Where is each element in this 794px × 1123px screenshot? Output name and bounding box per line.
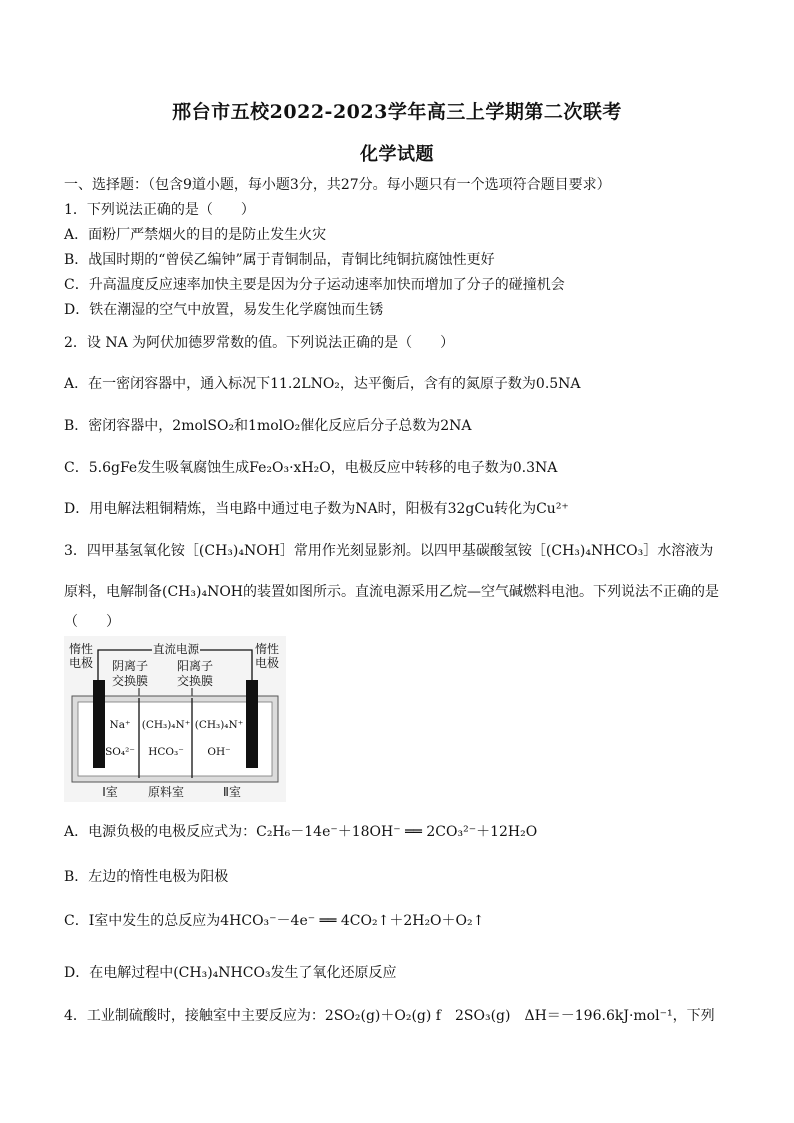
q4-stem: 4．工业制硫酸时，接触室中主要反应为：2SO₂(g)＋O₂(g) f 2SO₃(g) ΔH＝－196.6kJ·mol⁻¹，下列 [64,1008,715,1024]
power-label: 直流电源 [153,642,199,656]
left-electrode [93,680,105,768]
q1-stem: 1．下列说法正确的是（ ） [64,202,255,218]
q3-option-c: C．Ⅰ室中发生的总反应为4HCO₃⁻－4e⁻ ══ 4CO₂↑＋2H₂O＋O₂↑ [64,913,485,929]
q2-option-d: D．用电解法粗铜精炼，当电路中通过电子数为NA时，阳极有32gCu转化为Cu²⁺ [64,501,569,517]
cation-membrane-label-1: 阳离子 [177,659,214,673]
chamber1-ion-1: Na⁺ [109,719,131,731]
electrolysis-diagram [64,636,286,802]
left-electrode-label-2: 电极 [69,656,94,670]
feed-ion-1: (CH₃)₄N⁺ [141,719,191,731]
section-header: 一、选择题：（包含9道小题，每小题3分，共27分。每小题只有一个选项符合题目要求） [64,177,611,193]
chamber2-ion-1: (CH₃)₄N⁺ [194,719,244,731]
q3-stem-line2: 原料，电解制备(CH₃)₄NOH的装置如图所示。直流电源采用乙烷—空气碱燃料电池。下列说法不正确的是 [64,584,720,600]
q3-option-b: B．左边的惰性电极为阳极 [64,869,229,885]
q2-stem: 2．设 NA 为阿伏加德罗常数的值。下列说法正确的是（ ） [64,335,455,351]
feed-ion-2: HCO₃⁻ [148,746,184,758]
q3-stem-line1: 3．四甲基氢氧化铵［(CH₃)₄NOH］常用作光刻显影剂。以四甲基碳酸氢铵［(CH₃)₄NHCO₃］水溶液为 [64,543,714,559]
q1-option-b: B．战国时期的“曾侯乙编钟”属于青铜制品，青铜比纯铜抗腐蚀性更好 [64,252,495,268]
q1-option-c: C．升高温度反应速率加快主要是因为分子运动速率加快而增加了分子的碰撞机会 [64,277,565,293]
exam-subtitle: 化学试题 [360,144,434,165]
left-electrode-label-1: 惰性 [69,642,94,656]
exam-title: 邢台市五校2022-2023学年高三上学期第二次联考 [172,101,622,123]
right-electrode-label-2: 电极 [255,656,280,670]
feed-chamber-label: 原料室 [147,785,185,799]
chamber1-label: Ⅰ室 [102,785,118,799]
cation-membrane-label-2: 交换膜 [177,674,214,688]
chamber2-label: Ⅱ室 [223,785,241,799]
q2-option-a: A．在一密闭容器中，通入标况下11.2LNO₂，达平衡后，含有的氮原子数为0.5NA [64,376,581,392]
anion-membrane-label-1: 阴离子 [112,659,149,673]
chamber2-ion-2: OH⁻ [207,746,231,758]
q3-option-a: A．电源负极的电极反应式为：C₂H₆－14e⁻＋18OH⁻ ══ 2CO₃²⁻＋12H₂O [64,824,538,840]
chamber1-ion-2: SO₄²⁻ [105,746,135,758]
q3-option-d: D．在电解过程中(CH₃)₄NHCO₃发生了氧化还原反应 [64,965,397,981]
anion-membrane-label-2: 交换膜 [112,674,149,688]
q1-option-d: D．铁在潮湿的空气中放置，易发生化学腐蚀而生锈 [64,302,384,318]
q3-stem-line3: （ ） [64,614,120,630]
right-electrode-label-1: 惰性 [255,642,280,656]
right-electrode [246,680,258,768]
q2-option-c: C．5.6gFe发生吸氧腐蚀生成Fe₂O₃·xH₂O，电极反应中转移的电子数为0.3NA [64,460,558,476]
q2-option-b: B．密闭容器中，2molSO₂和1molO₂催化反应后分子总数为2NA [64,418,472,434]
q1-option-a: A．面粉厂严禁烟火的目的是防止发生火灾 [64,227,327,243]
